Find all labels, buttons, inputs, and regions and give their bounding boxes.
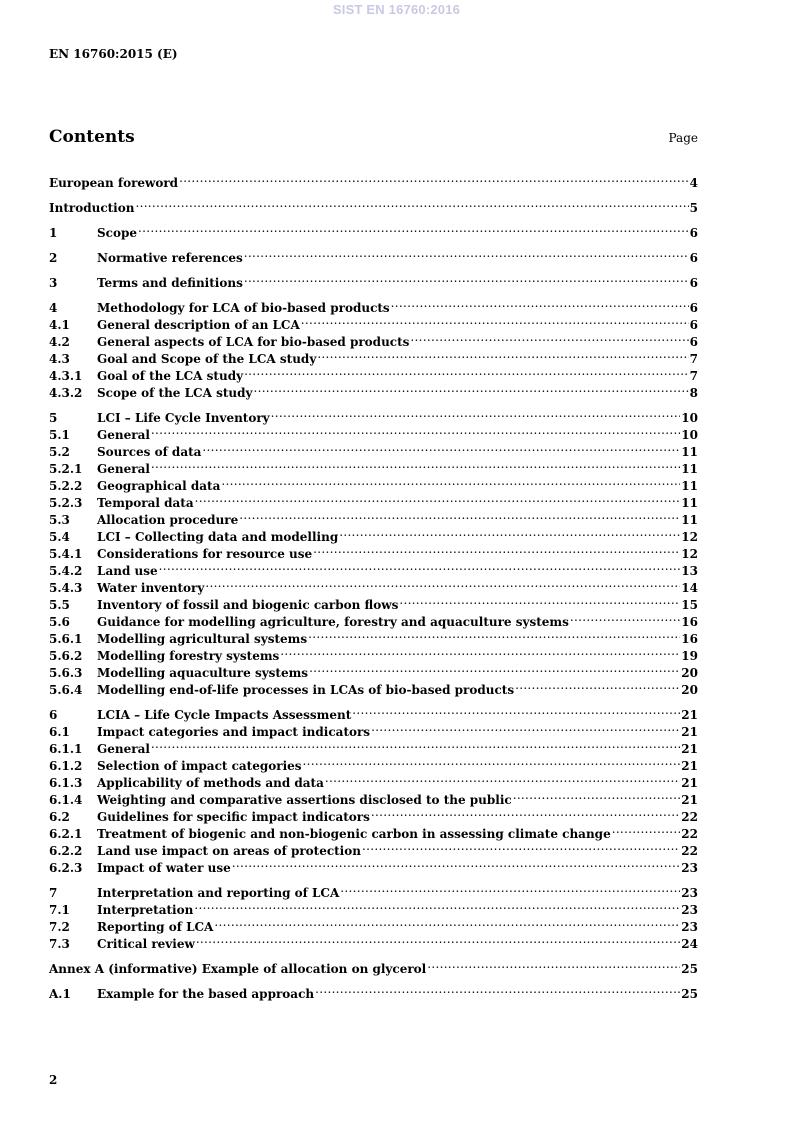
toc-entry-title: General description of an LCA [97, 318, 300, 332]
toc-entry-title: Interpretation [97, 903, 194, 917]
toc-dot-leader [371, 719, 680, 736]
toc-dot-leader [317, 346, 688, 363]
page-column-label: Page [668, 131, 698, 145]
page-number: 2 [49, 1073, 58, 1087]
toc-entry-number: 5 [49, 411, 58, 425]
toc-entry-number: 5.2.3 [49, 496, 83, 510]
toc-entry-title: Modelling forestry systems [97, 649, 280, 663]
toc-entry-title: Considerations for resource use [97, 547, 313, 561]
toc-entry-number: 6.1 [49, 725, 70, 739]
toc-entry-title: Land use [97, 564, 158, 578]
toc-entry-page: 12 [681, 530, 698, 544]
toc-entry-page: 7 [689, 352, 698, 366]
toc-entry-title: Scope of the LCA study [97, 386, 253, 400]
toc-dot-leader [391, 295, 689, 312]
toc-entry-title: Treatment of biogenic and non-biogenic carbon in assessing climate change [97, 827, 611, 841]
toc-entry-title: Geographical data [97, 479, 221, 493]
toc-entry-page: 7 [689, 369, 698, 383]
toc-entry-title: Example for the based approach [97, 987, 315, 1001]
watermark: SIST EN 16760:2016 [332, 2, 461, 17]
toc-entry-number: 5.6.1 [49, 632, 83, 646]
toc-entry-number: 5.2.1 [49, 462, 83, 476]
toc-dot-leader [271, 405, 681, 422]
toc-entry-page: 10 [681, 428, 698, 442]
toc-entry-number: 5.4.2 [49, 564, 83, 578]
toc-entry-title: General aspects of LCA for bio-based products [97, 335, 410, 349]
toc-entry[interactable] [49, 195, 698, 215]
toc-dot-leader [135, 195, 688, 212]
toc-entry[interactable] [49, 270, 698, 290]
toc-entry-title: Impact of water use [97, 861, 231, 875]
toc-entry-number: 6 [49, 708, 58, 722]
toc-entry-page: 6 [689, 301, 698, 315]
toc-dot-leader [315, 981, 680, 998]
toc-entry-number: 4.3.1 [49, 369, 83, 383]
toc-entry-page: 21 [681, 742, 698, 756]
toc-entry-page: 8 [689, 386, 698, 400]
toc-entry-title: Modelling aquaculture systems [97, 666, 309, 680]
toc-entry-page: 16 [681, 615, 698, 629]
toc-entry-number: 5.6.3 [49, 666, 83, 680]
toc-entry-title: Sources of data [97, 445, 202, 459]
toc-entry-number: 5.3 [49, 513, 70, 527]
toc-entry-title: Annex A (informative) Example of allocation on glycerol [49, 962, 427, 976]
toc-entry-title: Impact categories and impact indicators [97, 725, 371, 739]
toc-entry[interactable] [49, 245, 698, 265]
toc-dot-leader [151, 736, 680, 753]
toc-entry-page: 10 [681, 411, 698, 425]
toc-dot-leader [313, 541, 680, 558]
toc-entry-page: 23 [681, 886, 698, 900]
toc-entry-title: Reporting of LCA [97, 920, 214, 934]
toc-dot-leader [515, 677, 680, 694]
toc-entry-number: 5.6.4 [49, 683, 83, 697]
toc-entry-number: 6.2.2 [49, 844, 83, 858]
toc-dot-leader [244, 245, 689, 262]
toc-entry-title: Methodology for LCA of bio-based products [97, 301, 390, 315]
toc-entry-page: 6 [689, 318, 698, 332]
toc-entry-number: 6.1.4 [49, 793, 83, 807]
toc-dot-leader [244, 270, 689, 287]
toc-entry-number: 3 [49, 276, 58, 290]
toc-entry-title: Applicability of methods and data [97, 776, 324, 790]
toc-dot-leader [196, 931, 680, 948]
toc-entry-title: Inventory of fossil and biogenic carbon flows [97, 598, 399, 612]
toc-entry-number: 7.1 [49, 903, 70, 917]
toc-entry-title: Weighting and comparative assertions disclosed to the public [97, 793, 512, 807]
toc-entry-title: Guidelines for specific impact indicators [97, 810, 370, 824]
toc-entry-number: 7 [49, 886, 58, 900]
toc-entry-title: LCI – Life Cycle Inventory [97, 411, 270, 425]
toc-dot-leader [280, 643, 680, 660]
toc-dot-leader [138, 220, 689, 237]
toc-dot-leader [410, 329, 688, 346]
toc-entry-title: Temporal data [97, 496, 194, 510]
toc-entry-number: A.1 [49, 987, 71, 1001]
toc-entry-page: 15 [681, 598, 698, 612]
toc-entry-page: 22 [681, 827, 698, 841]
toc-entry[interactable] [49, 981, 698, 1001]
toc-entry-number: 2 [49, 251, 58, 265]
toc-entry-page: 14 [681, 581, 698, 595]
toc-entry-number: 4 [49, 301, 58, 315]
toc-entry-number: 6.2.1 [49, 827, 83, 841]
toc-entry-page: 22 [681, 810, 698, 824]
toc-dot-leader [570, 609, 680, 626]
toc-dot-leader [309, 660, 680, 677]
toc-entry-title: Land use impact on areas of protection [97, 844, 361, 858]
toc-entry-page: 22 [681, 844, 698, 858]
toc-dot-leader [339, 524, 680, 541]
toc-entry-number: 7.3 [49, 937, 70, 951]
toc-entry[interactable] [49, 295, 698, 315]
toc-dot-leader [427, 956, 680, 973]
toc-entry-number: 6.1.1 [49, 742, 83, 756]
toc-entry-title: LCIA – Life Cycle Impacts Assessment [97, 708, 352, 722]
toc-entry-title: General [97, 428, 150, 442]
toc-entry-title: Selection of impact categories [97, 759, 302, 773]
toc-entry-number: 1 [49, 226, 58, 240]
toc-dot-leader [612, 821, 681, 838]
toc-dot-leader [179, 170, 689, 187]
toc-dot-leader [325, 770, 680, 787]
toc-dot-leader [195, 490, 681, 507]
toc-dot-leader [239, 507, 680, 524]
toc-entry-number: 5.6 [49, 615, 70, 629]
toc-entry-page: 6 [689, 276, 698, 290]
toc-entry-page: 20 [681, 666, 698, 680]
toc-entry[interactable] [49, 220, 698, 240]
toc-entry-number: 5.6.2 [49, 649, 83, 663]
toc-entry-page: 20 [681, 683, 698, 697]
toc-entry-number: 7.2 [49, 920, 70, 934]
document-id: EN 16760:2015 (E) [49, 47, 178, 61]
toc-entry-page: 11 [681, 496, 698, 510]
toc-dot-leader [399, 592, 680, 609]
toc-entry-number: 5.4.3 [49, 581, 83, 595]
toc-entry-title: Goal of the LCA study [97, 369, 244, 383]
toc-entry-number: 4.1 [49, 318, 70, 332]
toc-entry-number: 5.2 [49, 445, 70, 459]
toc-dot-leader [340, 880, 680, 897]
toc-dot-leader [371, 804, 680, 821]
toc-entry-page: 19 [681, 649, 698, 663]
toc-entry-page: 21 [681, 776, 698, 790]
table-of-contents [49, 170, 698, 1001]
toc-dot-leader [159, 558, 681, 575]
toc-entry-page: 21 [681, 725, 698, 739]
toc-entry-page: 13 [681, 564, 698, 578]
toc-entry-number: 6.2.3 [49, 861, 83, 875]
toc-entry-title: Allocation procedure [97, 513, 239, 527]
toc-dot-leader [151, 422, 680, 439]
toc-entry-title: LCI – Collecting data and modelling [97, 530, 339, 544]
toc-entry-title: Critical review [97, 937, 195, 951]
toc-entry-title: European foreword [49, 176, 179, 190]
toc-entry[interactable] [49, 880, 698, 900]
toc-entry-page: 6 [689, 226, 698, 240]
toc-dot-leader [244, 363, 689, 380]
toc-entry-number: 4.3.2 [49, 386, 83, 400]
toc-entry-page: 11 [681, 479, 698, 493]
toc-entry-page: 11 [681, 445, 698, 459]
toc-entry-page: 23 [681, 920, 698, 934]
toc-entry-title: Terms and definitions [97, 276, 243, 290]
toc-entry-page: 24 [681, 937, 698, 951]
toc-dot-leader [308, 626, 680, 643]
toc-entry-page: 11 [681, 462, 698, 476]
toc-entry[interactable] [49, 702, 698, 722]
contents-title: Contents [49, 127, 135, 147]
toc-entry[interactable] [49, 956, 698, 976]
toc-entry-number: 6.1.2 [49, 759, 83, 773]
toc-entry-number: 5.2.2 [49, 479, 83, 493]
toc-entry-number: 5.4 [49, 530, 70, 544]
toc-entry[interactable] [49, 170, 698, 190]
toc-entry-title: Water inventory [97, 581, 205, 595]
toc-entry-title: Modelling end-of-life processes in LCAs of bio-based products [97, 683, 515, 697]
toc-entry-page: 25 [681, 962, 698, 976]
toc-dot-leader [301, 312, 689, 329]
toc-entry-page: 23 [681, 861, 698, 875]
toc-dot-leader [253, 380, 688, 397]
toc-entry-number: 4.3 [49, 352, 70, 366]
toc-entry-number: 5.4.1 [49, 547, 83, 561]
toc-dot-leader [362, 838, 680, 855]
toc-entry-number: 5.1 [49, 428, 70, 442]
toc-entry-page: 23 [681, 903, 698, 917]
toc-dot-leader [205, 575, 680, 592]
toc-entry-page: 21 [681, 793, 698, 807]
toc-entry-title: Goal and Scope of the LCA study [97, 352, 317, 366]
toc-entry-page: 21 [681, 759, 698, 773]
toc-entry-page: 25 [681, 987, 698, 1001]
toc-entry[interactable] [49, 405, 698, 425]
toc-dot-leader [194, 897, 680, 914]
toc-entry-title: General [97, 462, 150, 476]
toc-dot-leader [303, 753, 681, 770]
toc-dot-leader [202, 439, 680, 456]
toc-entry-page: 21 [681, 708, 698, 722]
toc-entry-page: 5 [689, 201, 698, 215]
toc-dot-leader [221, 473, 680, 490]
toc-dot-leader [214, 914, 680, 931]
toc-entry-page: 4 [689, 176, 698, 190]
toc-dot-leader [352, 702, 680, 719]
toc-entry-page: 6 [689, 335, 698, 349]
toc-entry-number: 5.5 [49, 598, 70, 612]
toc-entry-title: Scope [97, 226, 138, 240]
toc-entry-number: 6.2 [49, 810, 70, 824]
toc-dot-leader [151, 456, 680, 473]
toc-entry-title: Introduction [49, 201, 135, 215]
toc-entry-title: Interpretation and reporting of LCA [97, 886, 340, 900]
toc-dot-leader [513, 787, 681, 804]
toc-entry-title: General [97, 742, 150, 756]
toc-entry-page: 6 [689, 251, 698, 265]
toc-entry-page: 11 [681, 513, 698, 527]
toc-entry-title: Modelling agricultural systems [97, 632, 308, 646]
toc-entry-page: 12 [681, 547, 698, 561]
toc-entry-page: 16 [681, 632, 698, 646]
toc-entry-number: 4.2 [49, 335, 70, 349]
toc-dot-leader [232, 855, 681, 872]
toc-entry-title: Normative references [97, 251, 243, 265]
toc-entry-title: Guidance for modelling agriculture, forestry and aquaculture systems [97, 615, 569, 629]
toc-entry-number: 6.1.3 [49, 776, 83, 790]
